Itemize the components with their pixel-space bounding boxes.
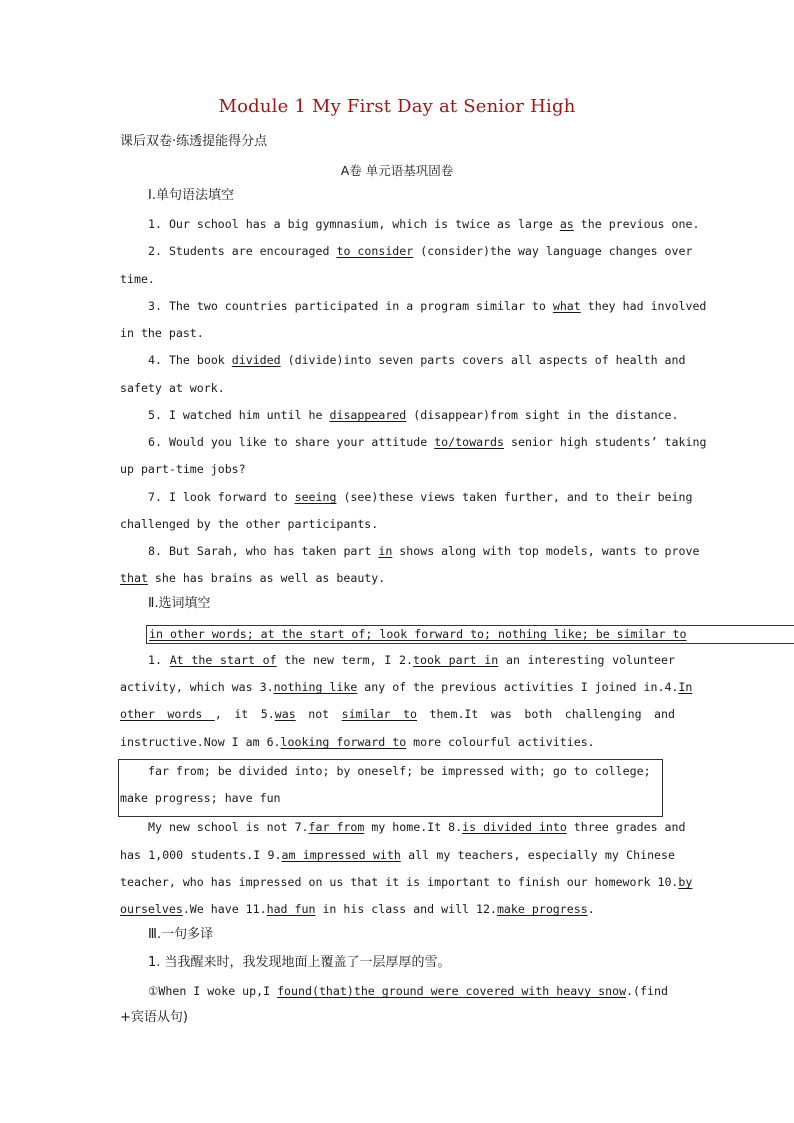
q5-line: 5. I watched him until he disappeared (disappear)from sight in the distance. xyxy=(148,408,679,422)
box2-line1: far from; be divided into; by oneself; be impressed with; go to college; xyxy=(148,764,651,778)
answer: as xyxy=(559,217,574,231)
q3-line: 3. The two countries participated in a program similar to what they had involved xyxy=(148,299,707,313)
section-a-title: A卷 单元语基巩固卷 xyxy=(340,163,454,178)
answer: divided xyxy=(231,353,281,367)
answer: to/towards xyxy=(434,435,504,449)
answer: seeing xyxy=(294,490,337,504)
q7-line: 7. I look forward to seeing (see)these views taken further, and to their being xyxy=(148,490,693,504)
p1-line4: instructive.Now I am 6.looking forward to more colourful activities. xyxy=(120,735,595,749)
q1-line: 1. Our school has a big gymnasium, which is twice as large as the previous one. xyxy=(148,217,700,231)
part1-heading: Ⅰ.单句语法填空 xyxy=(148,188,234,203)
q7-line-cont: challenged by the other participants. xyxy=(120,517,379,531)
q6-line: 6. Would you like to share your attitude to/towards senior high students’ taking xyxy=(148,435,707,449)
answer: disappeared xyxy=(329,408,407,422)
p2-line1: My new school is not 7.far from my home.It 8.is divided into three grades and xyxy=(148,820,686,834)
q8-line: 8. But Sarah, who has taken part in shows along with top models, wants to prove xyxy=(148,544,700,558)
answer: what xyxy=(552,299,581,313)
answer: that xyxy=(120,571,148,585)
q-cn: 1. 当我醒来时，我发现地面上覆盖了一层厚厚的雪。 xyxy=(148,955,451,970)
answer: make progress xyxy=(496,902,588,916)
part2-heading: Ⅱ.选词填空 xyxy=(148,596,211,611)
p2-line2: has 1,000 students.I 9.am impressed with all my teachers, especially my Chinese xyxy=(120,848,675,862)
q4-line-cont: safety at work. xyxy=(120,381,225,395)
answer: looking forward to xyxy=(280,735,407,749)
answer: had fun xyxy=(266,902,316,916)
q4-line: 4. The book divided (divide)into seven parts covers all aspects of health and xyxy=(148,353,686,367)
p1-line2: activity, which was 3.nothing like any of the previous activities I joined in.4.In xyxy=(120,680,693,694)
answer: was xyxy=(274,707,296,721)
answer: other words xyxy=(120,707,215,721)
answer: took part in xyxy=(412,653,499,667)
answer: ourselves xyxy=(120,902,183,916)
box2-line2: make progress; have fun xyxy=(120,791,281,805)
part3-heading: Ⅲ.一句多译 xyxy=(148,927,214,942)
answer: is divided into xyxy=(462,820,567,834)
answer: far from xyxy=(308,820,365,834)
p1-line1: 1. At the start of the new term, I 2.took part in an interesting volunteer xyxy=(148,653,675,667)
answer: similar to xyxy=(341,707,418,721)
q2-line-cont: time. xyxy=(120,272,155,286)
page-title: Module 1 My First Day at Senior High xyxy=(218,96,576,117)
answer: in xyxy=(378,544,393,558)
answer: found(that)the ground were covered with heavy snow xyxy=(277,984,627,998)
subtitle: 课后双卷·练透提能得分点 xyxy=(120,134,268,149)
word-box-1: in other words; at the start of; look forward to; nothing like; be similar to xyxy=(146,625,794,644)
answer: am impressed with xyxy=(281,848,401,862)
answer: nothing like xyxy=(273,680,358,694)
q-en-line: ①When I woke up,I found(that)the ground were covered with heavy snow.(find xyxy=(148,984,668,998)
q3-line-cont: in the past. xyxy=(120,326,204,340)
p2-line3: teacher, who has impressed on us that it is important to finish our homework 10.by xyxy=(120,875,693,889)
q2-line: 2. Students are encouraged to consider (consider)the way language changes over xyxy=(148,244,693,258)
q6-line-cont: up part-time jobs? xyxy=(120,462,246,476)
q-en-line-cont: +宾语从句) xyxy=(120,1010,188,1025)
answer: by xyxy=(678,875,693,889)
answer: In xyxy=(678,680,693,694)
answer: to consider xyxy=(336,244,414,258)
p2-line4: ourselves.We have 11.had fun in his class and will 12.make progress. xyxy=(120,902,595,916)
p1-line3: other words , it 5.was not similar to them.It was both challenging and xyxy=(120,707,675,721)
q8-line-cont: that she has brains as well as beauty. xyxy=(120,571,386,585)
answer: At the start of xyxy=(169,653,277,667)
